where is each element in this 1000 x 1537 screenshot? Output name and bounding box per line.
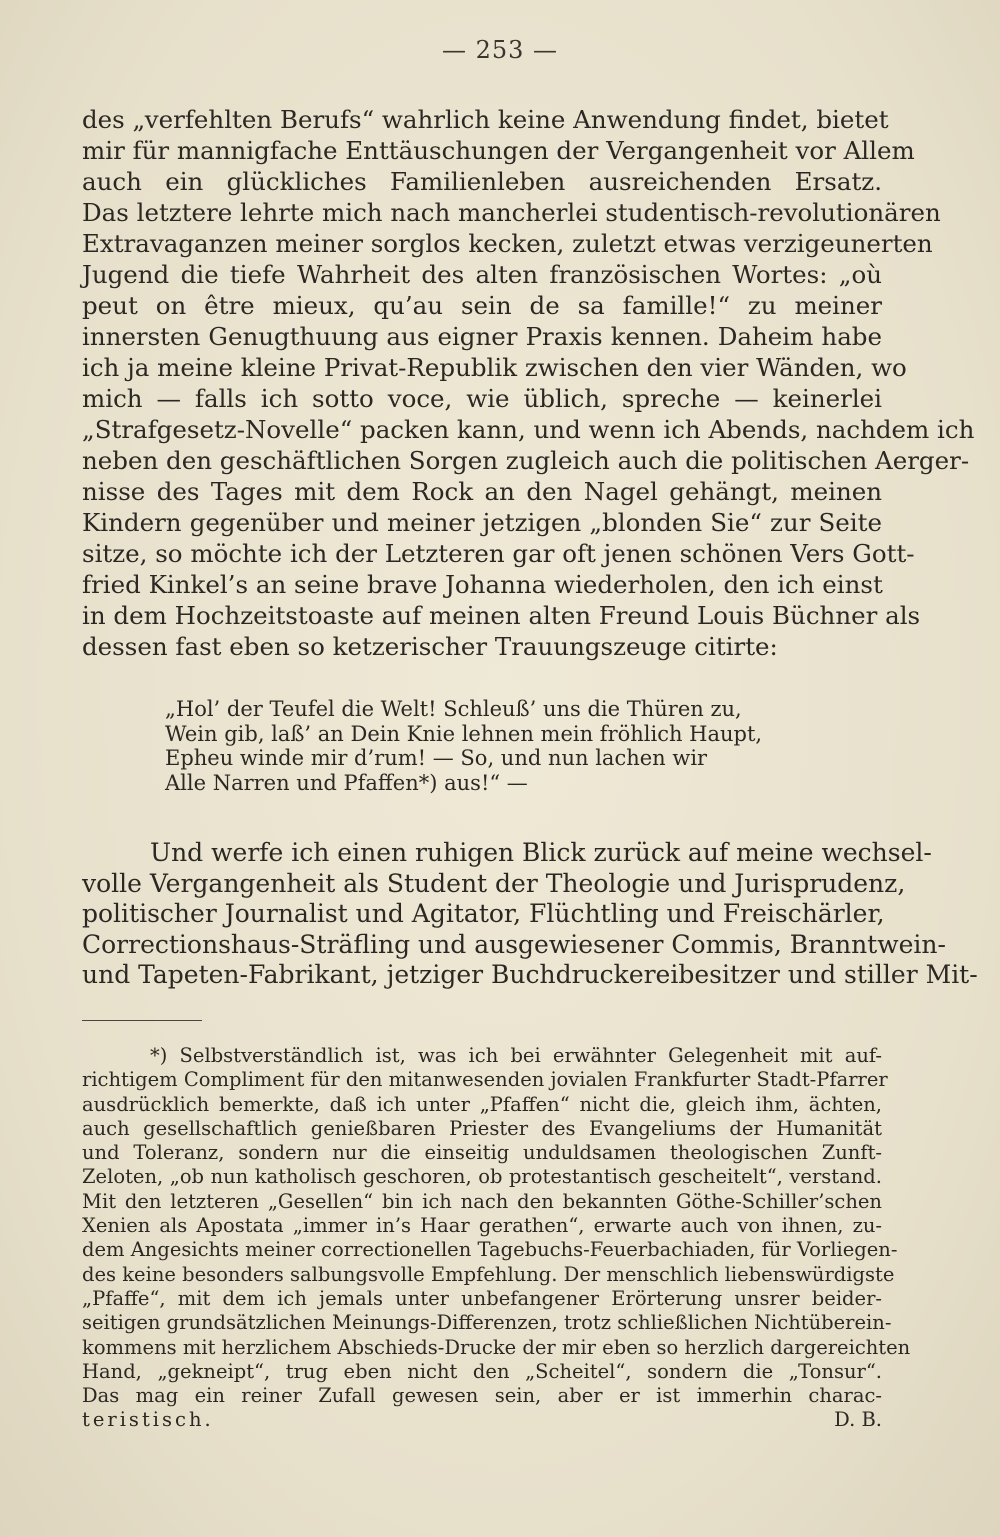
text-line: auch ein glückliches Familienleben ausreichenden Ersatz. [82,167,882,196]
text-line: Jugend die tiefe Wahrheit des alten französischen Wortes: „où [82,260,882,289]
text-line: peut on être mieux, qu’au sein de sa famille!“ zu meiner [82,291,882,320]
footnote-line: richtigem Compliment für den mitanwesenden jovialen Frankfurter Stadt-Pfarrer [82,1068,888,1092]
footnote-line: Mit den letzteren „Gesellen“ bin ich nach den bekannten Göthe-Schiller’schen [82,1189,882,1213]
text-line: Extravaganzen meiner sorglos kecken, zuletzt etwas verzigeunerten [82,229,933,258]
text-line: nisse des Tages mit dem Rock an den Nagel gehängt, meinen [82,477,882,506]
poem-line: Wein gib, laß’ an Dein Knie lehnen mein fröhlich Haupt, [165,721,763,746]
poem-line: Epheu winde mir d’rum! — So, und nun lachen wir [165,746,708,770]
text-line: politischer Journalist und Agitator, Flüchtling und Freischärler, [82,899,885,928]
footnote-line: Das mag ein reiner Zufall gewesen sein, aber er ist immerhin charac- [82,1384,882,1408]
text-line: Das letztere lehrte mich nach mancherlei studentisch-revolutionären [82,198,941,227]
text-line: Kindern gegenüber und meiner jetzigen „blonden Sie“ zur Seite [82,508,882,537]
text-line: volle Vergangenheit als Student der Theologie und Jurisprudenz, [82,868,906,898]
paragraph-2 [82,838,978,991]
text-line: mir für mannigfache Enttäuschungen der Vergangenheit vor Allem [82,136,915,165]
text-line: dessen fast eben so ketzerischer Trauungszeuge citirte: [82,632,778,661]
text-line: innersten Genugthuung aus eigner Praxis kennen. Daheim habe [82,322,882,351]
footnote-line: des keine besonders salbungsvolle Empfehlung. Der menschlich liebenswürdigste [82,1262,895,1286]
footnote-last-word: teristisch. [82,1408,214,1432]
footnote-line: „Pfaffe“, mit dem ich jemals unter unbefangener Erörterung unsrer beider- [82,1286,882,1310]
paragraph-1 [82,104,975,662]
text-line: des „verfehlten Berufs“ wahrlich keine Anwendung findet, bietet [82,105,889,134]
footnote [82,1044,911,1433]
footnote-line: kommens mit herzlichem Abschieds-Drucke der mir eben so herzlich dargereichten [82,1335,911,1359]
footnote-line: ausdrücklich bemerkte, daß ich unter „Pfaffen“ nicht die, gleich ihm, ächten, [82,1092,882,1116]
text-line: „Strafgesetz-Novelle“ packen kann, und wenn ich Abends, nachdem ich [82,415,975,444]
footnote-line: Zeloten, „ob nun katholisch geschoren, ob protestantisch gescheitelt“, verstand. [82,1165,882,1189]
text-line: sitze, so möchte ich der Letzteren gar oft jenen schönen Vers Gott- [82,539,915,568]
footnote-line: seitigen grundsätzlichen Meinungs-Differenzen, trotz schließlichen Nichtüberein- [82,1311,892,1335]
text-line: und Tapeten-Fabrikant, jetziger Buchdruckereibesitzer und stiller Mit- [82,960,978,989]
footnote-line: Hand, „gekneipt“, trug eben nicht den „Scheitel“, sondern die „Tonsur“. [82,1359,882,1383]
footnote-line: und Toleranz, sondern nur die einseitig unduldsamen theologischen Zunft- [82,1141,882,1165]
page-number: — 253 — [441,36,559,64]
text-line: fried Kinkel’s an seine brave Johanna wiederholen, den ich einst [82,570,883,599]
text-line: neben den geschäftlichen Sorgen zugleich auch die politischen Aerger- [82,446,970,475]
footnote-final-row [82,1408,882,1432]
text-line: Correctionshaus-Sträfling und ausgewiesener Commis, Branntwein- [82,929,946,959]
poem-quote [165,697,815,795]
footnote-line: dem Angesichts meiner correctionellen Tagebuchs-Feuerbachiaden, für Vorliegen- [82,1238,898,1262]
poem-line: Alle Narren und Pfaffen*) aus!“ — [165,770,528,795]
text-line: ich ja meine kleine Privat-Republik zwischen den vier Wänden, wo [82,353,907,382]
text-line: Und werfe ich einen ruhigen Blick zurück auf meine wechsel- [150,838,932,867]
footnote-line: *) Selbstverständlich ist, was ich bei erwähnter Gelegenheit mit auf- [150,1044,882,1067]
footnote-line: auch gesellschaftlich genießbaren Priester des Evangeliums der Humanität [82,1116,882,1140]
poem-line: „Hol’ der Teufel die Welt! Schleuß’ uns die Thüren zu, [165,697,742,721]
footnote-line: Xenien als Apostata „immer in’s Haar gerathen“, erwarte auch von ihnen, zu- [82,1214,882,1238]
text-line: in dem Hochzeitstoaste auf meinen alten Freund Louis Büchner als [82,601,921,630]
footnote-divider [82,1020,202,1021]
text-line: mich — falls ich sotto voce, wie üblich, spreche — keinerlei [82,384,882,413]
footnote-signature: D. B. [834,1408,882,1432]
